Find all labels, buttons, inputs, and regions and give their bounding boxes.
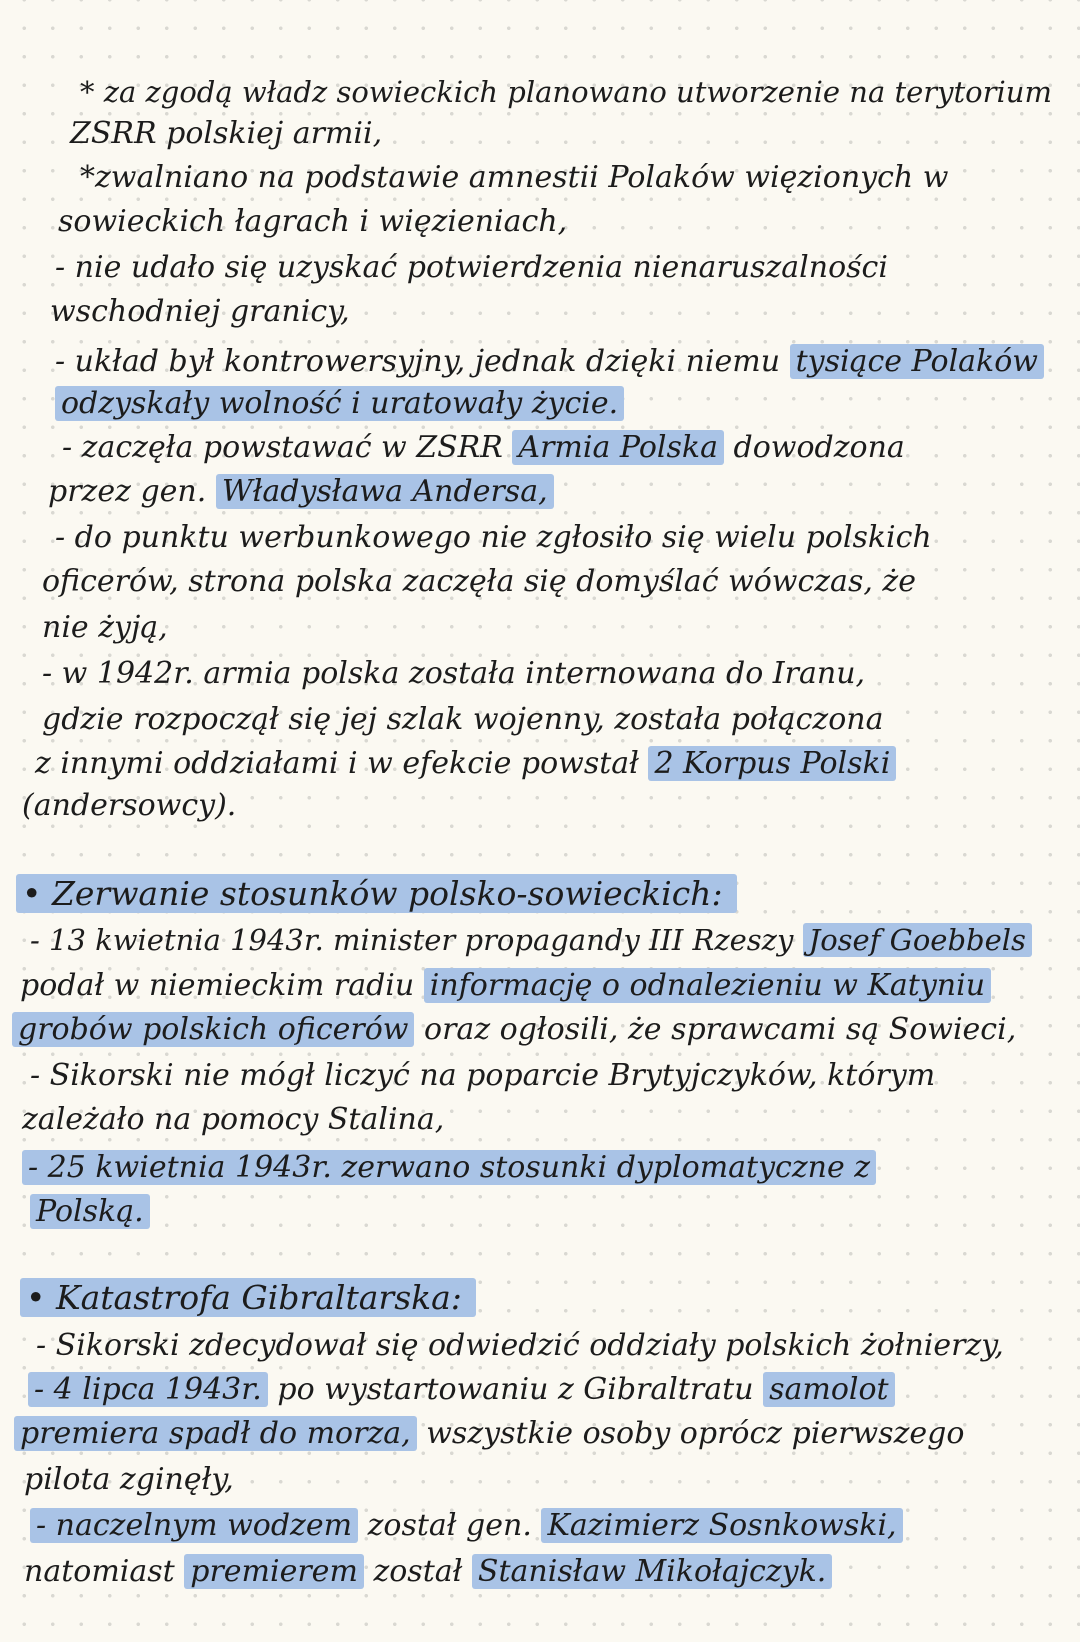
note-line (62, 428, 905, 468)
note-line (55, 248, 888, 288)
note-line (28, 1370, 895, 1410)
note-line (70, 114, 382, 154)
note-text: gdzie rozpoczął się jej szlak wojenny, została połączona (42, 702, 884, 737)
highlighted-text: grobów polskich oficerów (12, 1012, 414, 1047)
note-text: - do punktu werbunkowego nie zgłosiło się wielu polskich (55, 520, 932, 555)
heading-text: • Katastrofa Gibraltarska: (20, 1278, 476, 1317)
note-line (24, 1460, 234, 1500)
note-text: - układ był kontrowersyjny, jednak dzięki niemu (55, 344, 781, 379)
note-line (80, 72, 1052, 112)
note-text: - 13 kwietnia 1943r. minister propagandy III Rzeszy (30, 923, 794, 957)
note-text: został (373, 1554, 463, 1589)
note-line (55, 342, 1044, 382)
note-line (36, 1326, 1004, 1366)
note-line (58, 202, 567, 242)
note-line (80, 158, 948, 198)
note-text: został gen. (367, 1508, 532, 1543)
note-line (48, 472, 554, 512)
note-text: - Sikorski nie mógł liczyć na poparcie Brytyjczyków, którym (30, 1058, 936, 1093)
note-line (12, 1010, 1016, 1050)
highlighted-text: - naczelnym wodzem (30, 1508, 358, 1543)
section-heading (16, 872, 737, 916)
note-line (55, 518, 932, 558)
note-line (30, 1056, 935, 1096)
note-line (42, 608, 168, 648)
note-line (50, 292, 350, 332)
note-text: * za zgodą władz sowieckich planowano utworzenie na terytorium (80, 75, 1052, 109)
note-text: - w 1942r. armia polska została internowana do Iranu, (42, 656, 866, 691)
heading-text: • Zerwanie stosunków polsko-sowieckich: (16, 874, 737, 913)
note-line (42, 700, 883, 740)
section-heading (20, 1276, 476, 1320)
note-text: (andersowcy). (22, 788, 237, 823)
note-line (30, 1192, 150, 1232)
highlighted-text: premiera spadł do morza, (14, 1416, 417, 1451)
note-line (42, 562, 916, 602)
note-text: sowieckich łagrach i więzieniach, (58, 204, 568, 239)
note-line (14, 1414, 964, 1454)
highlighted-text: 2 Korpus Polski (648, 746, 896, 781)
note-text: wschodniej granicy, (50, 294, 350, 329)
note-text: nie żyją, (42, 610, 168, 645)
highlighted-text: Stanisław Mikołajczyk. (472, 1554, 832, 1589)
highlighted-text: premierem (184, 1554, 364, 1589)
note-line (24, 1552, 832, 1592)
note-text: z innymi oddziałami i w efekcie powstał (35, 746, 639, 781)
note-line (22, 1100, 444, 1140)
note-text: ZSRR polskiej armii, (70, 116, 383, 151)
highlighted-text: samolot (763, 1372, 895, 1407)
note-text: przez gen. (48, 474, 207, 509)
highlighted-text: Armia Polska (512, 430, 724, 465)
highlighted-text: - 25 kwietnia 1943r. zerwano stosunki dyplomatyczne z (22, 1150, 876, 1185)
highlighted-text: - 4 lipca 1943r. (28, 1372, 268, 1407)
note-text: oraz ogłosili, że sprawcami są Sowieci, (424, 1012, 1017, 1047)
highlighted-text: Kazimierz Sosnkowski, (541, 1508, 902, 1543)
note-line (30, 1506, 903, 1546)
note-text: podał w niemieckim radiu (20, 968, 415, 1003)
highlighted-text: tysiące Polaków (790, 344, 1044, 379)
note-text: - zaczęła powstawać w ZSRR (62, 430, 503, 465)
note-line (22, 1148, 876, 1188)
note-text: pilota zginęły, (24, 1462, 234, 1497)
highlighted-text: Josef Goebbels (803, 923, 1032, 957)
highlighted-text: Polską. (30, 1194, 150, 1229)
note-line (30, 920, 1032, 960)
highlighted-text: odzyskały wolność i uratowały życie. (55, 386, 624, 421)
note-text: - nie udało się uzyskać potwierdzenia nienaruszalności (55, 250, 888, 285)
note-text: wszystkie osoby oprócz pierwszego (426, 1416, 965, 1451)
note-text: dowodzona (733, 430, 905, 465)
note-text: *zwalniano na podstawie amnestii Polaków więzionych w (80, 160, 949, 195)
note-text: oficerów, strona polska zaczęła się domyślać wówczas, że (42, 564, 916, 599)
note-text: zależało na pomocy Stalina, (22, 1102, 445, 1137)
note-line (42, 654, 865, 694)
highlighted-text: Władysława Andersa, (216, 474, 554, 509)
note-line (20, 966, 991, 1006)
note-line (22, 786, 236, 826)
note-line (55, 384, 624, 424)
note-line (35, 744, 896, 784)
note-text: - Sikorski zdecydował się odwiedzić oddziały polskich żołnierzy, (36, 1328, 1004, 1363)
note-text: po wystartowaniu z Gibraltratu (277, 1372, 754, 1407)
highlighted-text: informację o odnalezieniu w Katyniu (424, 968, 991, 1003)
note-text: natomiast (24, 1554, 175, 1589)
